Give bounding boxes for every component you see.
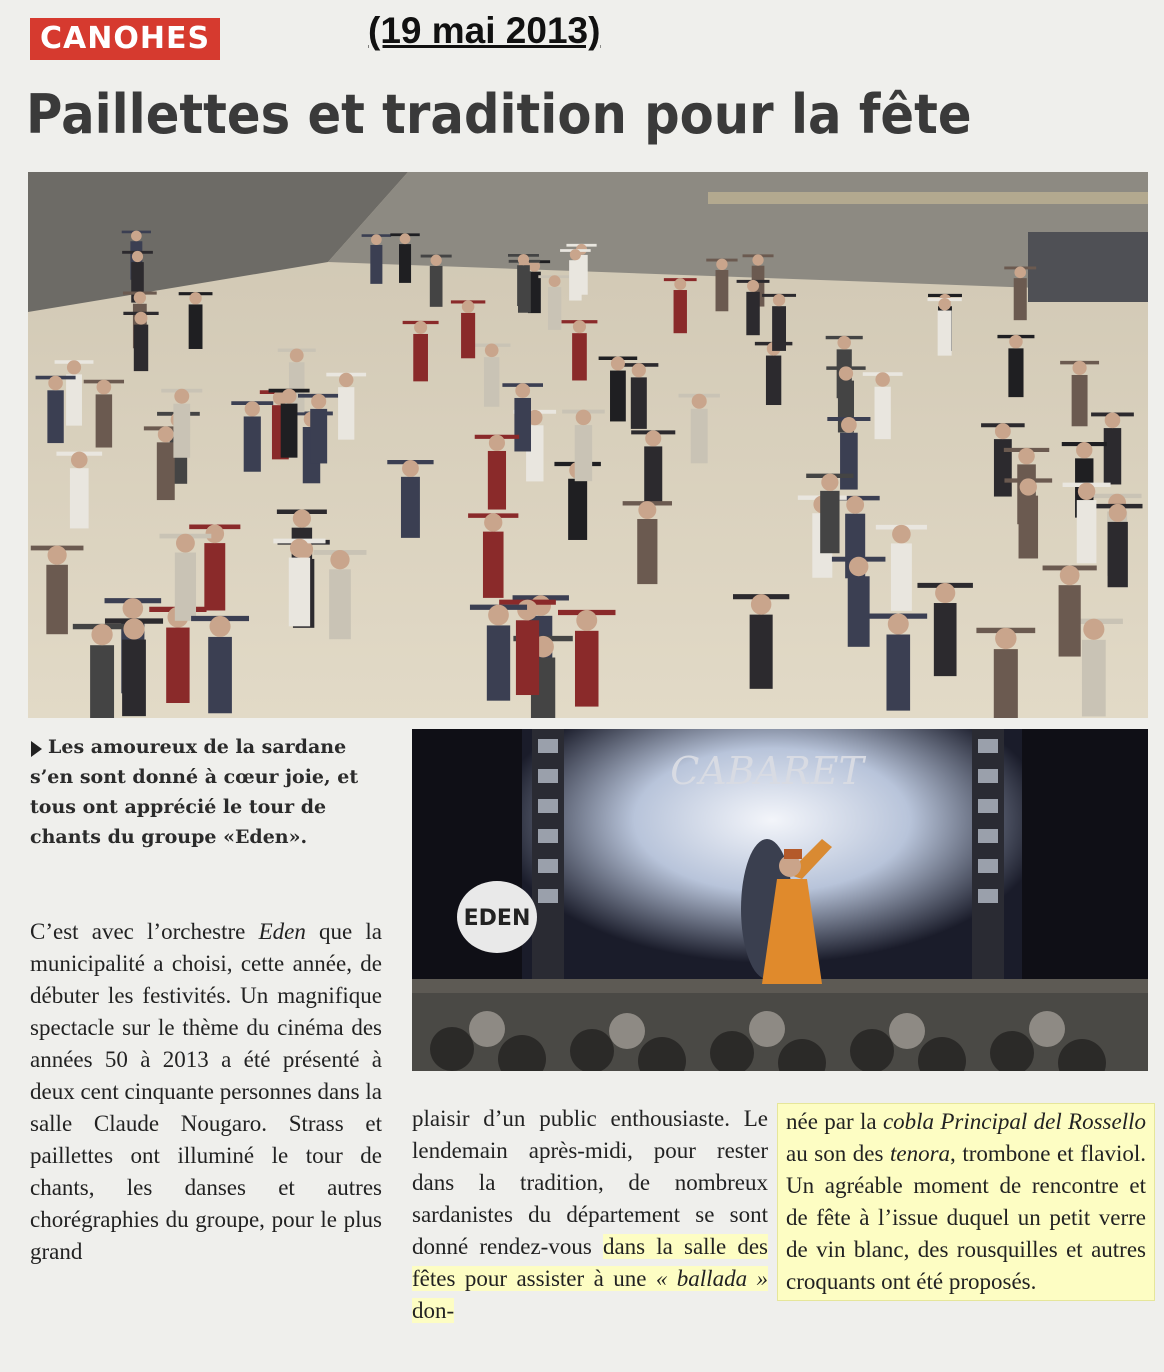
dancer-figure [310, 409, 327, 464]
dancer-head [158, 426, 174, 442]
dancer-head [846, 496, 864, 514]
text-run: don- [412, 1298, 455, 1323]
dancer-head [123, 618, 144, 639]
dancer-figure [994, 649, 1018, 718]
text-run: , trombone et flaviol. Un agréable moment de rencontre et de fête à l’issue duquel un petit verre de vin blanc, des rousquilles et autres croquants ont été proposés. [786, 1141, 1146, 1294]
dancer-head [210, 616, 231, 637]
dancer-head [282, 389, 297, 404]
dancer-figure [934, 603, 957, 676]
dancer-head [573, 320, 586, 333]
dancer-figure [46, 565, 68, 634]
photo-sardane-dancers [28, 172, 1148, 718]
dancer-figure [840, 433, 858, 490]
dancer-head [91, 624, 112, 645]
dancer-head [67, 360, 81, 374]
dancer-figure [47, 390, 63, 443]
dancer-figure [488, 451, 506, 510]
dancer-head [462, 300, 475, 313]
dancer-head [123, 598, 144, 619]
dancer-figure [674, 290, 687, 333]
dancer-head [549, 275, 561, 287]
dancer-head [371, 234, 382, 245]
dancer-head [48, 546, 67, 565]
dancer-head [189, 292, 201, 304]
dancer-head [674, 278, 686, 290]
dancer-head [576, 610, 597, 631]
dancer-figure [1082, 640, 1106, 717]
dancer-figure [514, 398, 531, 452]
dancer-head [97, 380, 112, 395]
dancer-figure [575, 425, 592, 481]
dancer-figure [413, 334, 428, 381]
dancer-figure [994, 439, 1012, 496]
dancer-figure [281, 404, 298, 458]
dancer-figure [772, 306, 786, 351]
highlighted-box [777, 1103, 1155, 1301]
dancer-figure [122, 640, 146, 717]
dancer-head [414, 321, 427, 334]
dancer-head [290, 348, 304, 362]
dancer-figure [244, 416, 261, 471]
dancer-figure [96, 394, 112, 447]
dancer-figure [716, 270, 729, 311]
dancer-figure [644, 446, 662, 504]
dancer-figure [569, 260, 582, 300]
dancer-head [290, 539, 309, 558]
dancer-figure [484, 357, 499, 407]
dancer-head [995, 423, 1011, 439]
dancer-head [515, 383, 530, 398]
dancer-figure [568, 479, 587, 540]
dancer-head [135, 312, 148, 325]
dancer-head [48, 376, 63, 391]
dancer-figure [548, 287, 561, 330]
dancer-figure [517, 265, 530, 306]
dancer-head [638, 501, 656, 519]
dancer-figure [175, 553, 196, 621]
dancer-figure [173, 404, 190, 458]
dancer-figure [637, 519, 657, 584]
dancer-head [131, 231, 142, 242]
dancer-head [888, 614, 909, 635]
dancer-figure [370, 245, 382, 284]
dancer-head [892, 525, 911, 544]
text-run: née par la [786, 1109, 883, 1134]
dancer-head [1109, 504, 1127, 522]
dancer-head [821, 474, 838, 491]
dancer-figure [189, 304, 203, 349]
dancer-head [773, 294, 785, 306]
dancer-head [488, 605, 509, 626]
dancer-head [611, 357, 625, 371]
dancer-head [431, 255, 442, 266]
dancer-head [1020, 478, 1037, 495]
dancer-head [330, 550, 349, 569]
dancer-head [839, 366, 853, 380]
dancer-head [174, 389, 189, 404]
dancer-head [1009, 335, 1022, 348]
dancer-figure [134, 325, 148, 371]
dancer-head [484, 513, 502, 531]
article-column-1 [30, 916, 382, 1268]
drum-logo: EDEN [463, 906, 531, 931]
text-run: au son des [786, 1141, 890, 1166]
dancer-figure [483, 532, 504, 598]
photo-eden-stage [412, 729, 1148, 1071]
dancer-figure [487, 625, 510, 700]
dancer-head [518, 254, 529, 265]
dancer-head [176, 534, 195, 553]
dancer-figure [430, 266, 443, 307]
dancer-head [849, 557, 868, 576]
dancer-head [875, 372, 889, 386]
dancer-head [751, 594, 771, 614]
dancer-figure [70, 468, 89, 528]
dancer-head [311, 394, 326, 409]
dancer-figure [461, 313, 475, 358]
dancer-head [1076, 442, 1092, 458]
dancer-head [293, 509, 311, 527]
text-cobla: cobla Principal del Rossello [882, 1109, 1146, 1134]
dancer-figure [157, 442, 175, 500]
dancer-figure [1077, 500, 1097, 563]
dancer-figure [875, 387, 891, 439]
dancer-figure [610, 371, 626, 422]
text-run: C’est avec l’orchestre [30, 919, 259, 944]
dancer-figure [289, 558, 310, 627]
dancer-figure [886, 635, 910, 711]
dancer-head [134, 292, 146, 304]
dancer-head [245, 401, 260, 416]
dancer-head [747, 280, 759, 292]
dancer-figure [1019, 496, 1039, 559]
dancer-head [576, 410, 591, 425]
dancer-figure [338, 387, 354, 439]
dancer-figure [208, 637, 232, 713]
dancer-figure [66, 374, 82, 425]
dancer-head [132, 251, 143, 262]
dancer-head [1073, 361, 1087, 375]
text-run: dans la salle des fêtes pour assister à une [412, 1234, 768, 1291]
dancer-head [1083, 619, 1104, 640]
poster-text: CABARET [670, 749, 864, 793]
text-tenora: tenora [889, 1141, 951, 1166]
dancer-head [1078, 483, 1095, 500]
dancer-head [71, 452, 88, 469]
dancer-figure [1108, 522, 1128, 587]
dancer-head [938, 298, 950, 310]
dancer-head [752, 254, 763, 265]
dancer-head [716, 259, 727, 270]
dancer-figure [766, 356, 781, 405]
dancer-figure [1014, 278, 1027, 320]
text-run: que la municipalité a choisi, cette année, de débuter les festivités. Un magnifique spectacle sur le thème du cinéma des années 50 à 2013 a été présenté à deux cent cinquante personnes dans la salle Claude Nougaro. Strass et paillettes ont illuminé le tour de chants, les danses et autres chorégraphies du groupe, pour le plus grand [30, 919, 382, 1264]
dancer-figure [891, 543, 912, 610]
dancer-figure [399, 244, 411, 283]
dancer-figure [1104, 428, 1121, 484]
text-ballada: « ballada » [655, 1266, 769, 1291]
photo-caption: Les amoureux de la sardane s’en sont donné à cœur joie, et tous ont apprécié le tour de chants du groupe «Eden». [30, 736, 359, 848]
dancer-figure [166, 628, 189, 703]
dancer-head [645, 430, 661, 446]
dancer-head [995, 628, 1016, 649]
dancer-head [1060, 565, 1080, 585]
dancer-figure [516, 620, 539, 695]
dancer-figure [1008, 348, 1023, 397]
dancer-head [400, 233, 411, 244]
dancer-head [485, 343, 499, 357]
dancer-head [1014, 267, 1026, 279]
dancer-figure [1072, 375, 1088, 426]
dancer-head [1105, 413, 1121, 429]
dancer-figure [401, 477, 420, 538]
dancer-figure [1059, 585, 1081, 656]
text-run: plaisir d’un public enthousiaste. Le lendemain après-midi, pour rester dans la tradition, de nombreux sardanistes du département se sont donné rendez-vous [412, 1106, 768, 1259]
dancer-head [570, 249, 581, 260]
dancer-figure [746, 292, 759, 335]
dancer-head [517, 600, 538, 621]
dancer-head [339, 373, 353, 387]
dancer-head [837, 336, 850, 349]
headline: Paillettes et tradition pour la fête [26, 83, 972, 146]
text-eden: Eden [258, 919, 306, 944]
dancer-figure [329, 569, 351, 639]
dancer-figure [848, 576, 870, 647]
dancer-figure [938, 310, 952, 355]
dancer-head [935, 583, 955, 603]
dancer-head [841, 417, 857, 433]
publication-date: (19 mai 2013) [368, 10, 601, 51]
dancer-head [1018, 448, 1035, 465]
dancer-figure [631, 377, 647, 429]
dancer-figure [750, 615, 773, 689]
dancer-head [402, 460, 419, 477]
dancer-head [632, 363, 646, 377]
dancer-head [489, 435, 505, 451]
dancer-figure [572, 333, 587, 380]
dancer-figure [575, 631, 599, 707]
dancer-head [692, 394, 707, 409]
dancer-figure [204, 543, 225, 610]
section-label: CANOHES [30, 18, 220, 60]
article-column-3 [786, 1103, 1146, 1301]
dancer-figure [820, 491, 839, 553]
dancer-figure [691, 409, 708, 464]
dancer-figure [90, 645, 114, 718]
article-column-2 [412, 1103, 768, 1327]
